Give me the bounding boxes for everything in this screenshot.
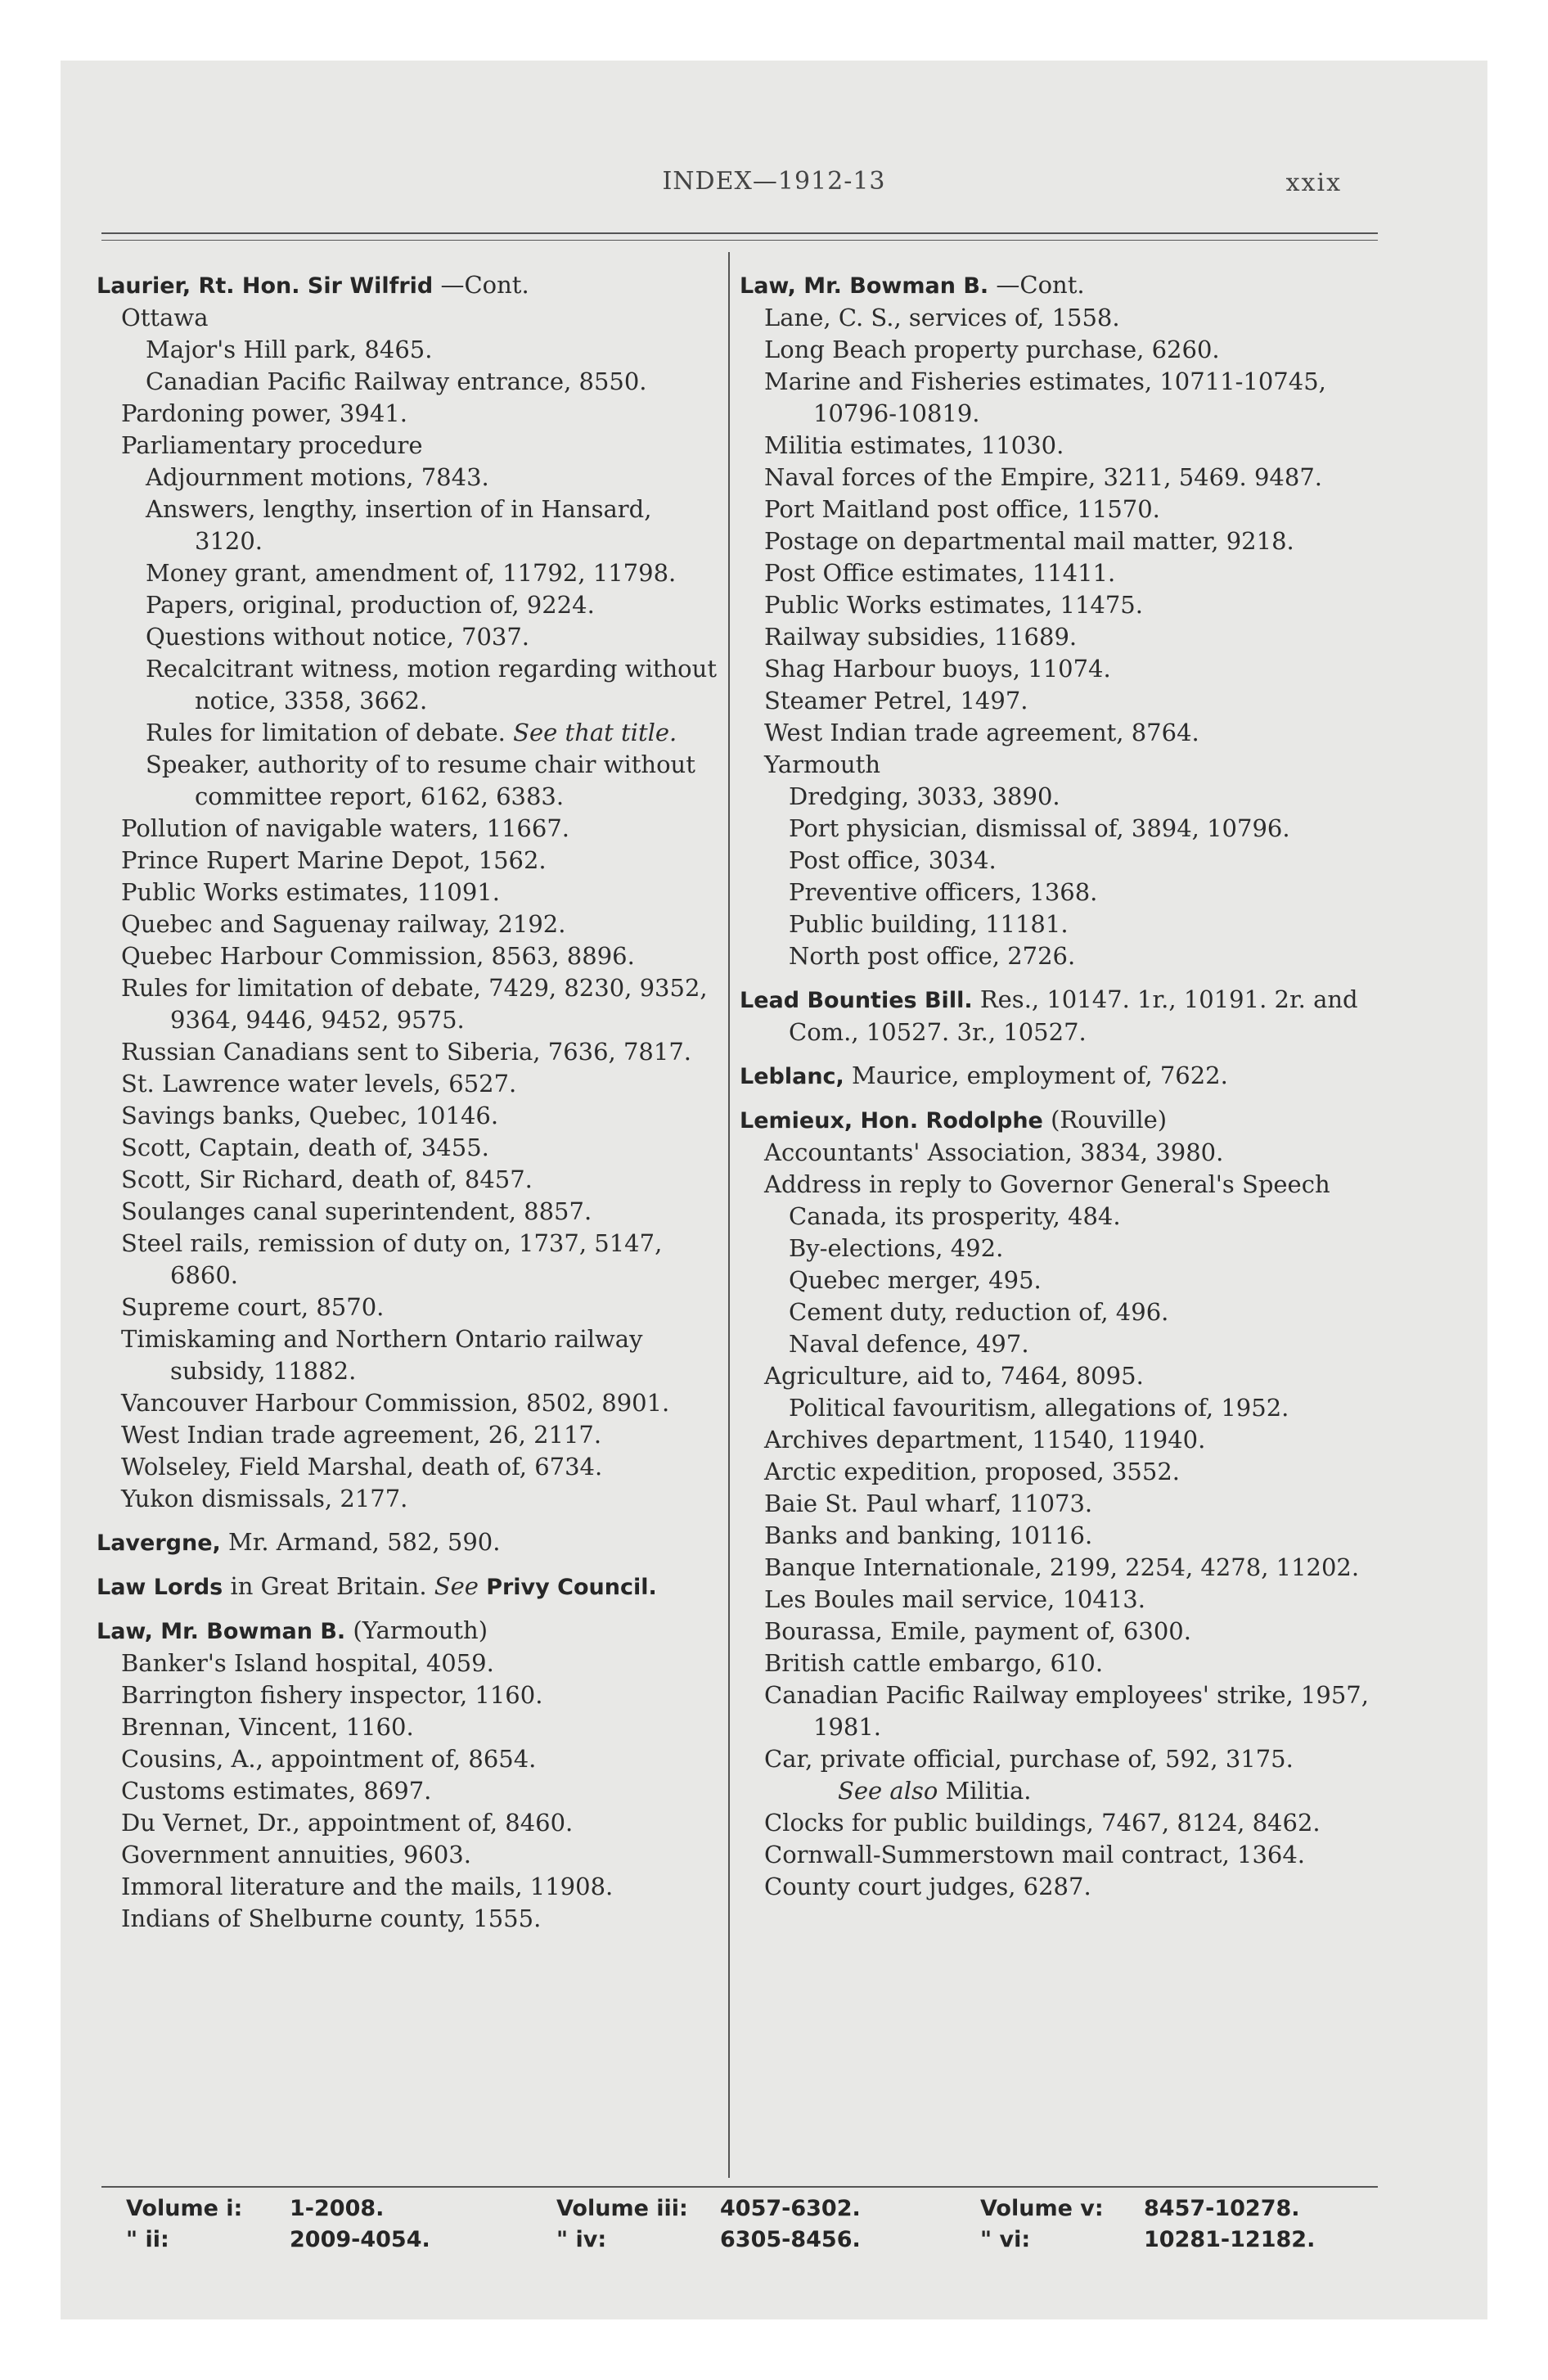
- entry-text: Barrington fishery inspector, 1160.: [121, 1681, 543, 1709]
- index-subentry: [740, 653, 1378, 685]
- entry-text: Port physician, dismissal of, 3894, 10796.: [789, 814, 1290, 842]
- entry-text: Parliamentary procedure: [121, 431, 423, 459]
- index-subentry: [740, 1807, 1378, 1839]
- entry-text: Quebec and Saguenay railway, 2192.: [121, 910, 566, 938]
- entry-text: Customs estimates, 8697.: [121, 1777, 432, 1805]
- index-subentry: [97, 877, 718, 908]
- index-subentry: [740, 366, 1378, 430]
- index-subentry: [97, 334, 718, 366]
- index-subentry: [740, 1520, 1378, 1552]
- entry-text: Cement duty, reduction of, 496.: [789, 1298, 1169, 1326]
- index-heading-entry: [97, 1615, 718, 1648]
- volume-label: Volume iii:: [556, 2196, 688, 2221]
- index-subentry: [97, 1068, 718, 1100]
- entry-text: Address in reply to Governor General's Speech: [764, 1170, 1330, 1198]
- entry-text: Major's Hill park, 8465.: [146, 336, 433, 363]
- index-subentry: [740, 302, 1378, 334]
- entry-text: Soulanges canal superintendent, 8857.: [121, 1197, 592, 1225]
- volume-range: 1-2008.: [290, 2196, 385, 2221]
- entry-text: Scott, Captain, death of, 3455.: [121, 1134, 489, 1161]
- entry-text: British cattle embargo, 610.: [764, 1649, 1104, 1677]
- entry-text: Prince Rupert Marine Depot, 1562.: [121, 846, 547, 874]
- entry-text: Rules for limitation of debate.: [146, 719, 506, 746]
- entry-text: Answers, lengthy, insertion of in Hansard, 3120.: [146, 495, 652, 555]
- entry-text: Dredging, 3033, 3890.: [789, 782, 1060, 810]
- entry-heading: Lead Bounties Bill.: [740, 988, 973, 1013]
- entry-heading: Law, Mr. Bowman B.: [740, 273, 989, 299]
- entry-text: Wolseley, Field Marshal, death of, 6734.: [121, 1453, 603, 1481]
- entry-text: Du Vernet, Dr., appointment of, 8460.: [121, 1809, 574, 1837]
- entry-text: Clocks for public buildings, 7467, 8124, 8462.: [764, 1809, 1321, 1837]
- entry-text: Immoral literature and the mails, 11908.: [121, 1873, 614, 1900]
- index-heading-entry: [740, 1104, 1378, 1137]
- index-subentry: [97, 1291, 718, 1323]
- index-subentry: [97, 462, 718, 494]
- page-number: xxix: [1285, 169, 1342, 197]
- entry-text: Banker's Island hospital, 4059.: [121, 1649, 494, 1677]
- entry-heading: Lemieux, Hon. Rodolphe: [740, 1108, 1043, 1134]
- index-subentry: [97, 430, 718, 462]
- index-heading-entry: [740, 984, 1378, 1048]
- volume-label: " ii:: [126, 2227, 169, 2252]
- entry-text: Money grant, amendment of, 11792, 11798.: [146, 559, 677, 587]
- index-subentry: [740, 557, 1378, 589]
- index-subentry: [740, 1456, 1378, 1488]
- index-subentry: [97, 1839, 718, 1871]
- index-subentry: [97, 621, 718, 653]
- entry-text: Supreme court, 8570.: [121, 1293, 385, 1321]
- index-subentry: [740, 1648, 1378, 1679]
- entry-text: Bourassa, Emile, payment of, 6300.: [764, 1617, 1191, 1645]
- entry-text: Government annuities, 9603.: [121, 1841, 471, 1868]
- entry-text: Canadian Pacific Railway entrance, 8550.: [146, 367, 647, 395]
- index-subentry: [97, 1711, 718, 1743]
- index-subentry: [97, 1775, 718, 1807]
- entry-text: Banque Internationale, 2199, 2254, 4278, 11202.: [764, 1553, 1360, 1581]
- entry-text: Recalcitrant witness, motion regarding without notice, 3358, 3662.: [146, 655, 717, 714]
- entry-text: North post office, 2726.: [789, 942, 1076, 970]
- index-subentry: [97, 1100, 718, 1132]
- index-subentry: [740, 1201, 1378, 1233]
- index-subentry: [97, 1164, 718, 1196]
- index-subentry: [97, 1743, 718, 1775]
- entry-text: Archives department, 11540, 11940.: [764, 1426, 1206, 1454]
- index-subentry: [740, 845, 1378, 877]
- index-subentry: [97, 1648, 718, 1679]
- index-subentry: [97, 1903, 718, 1935]
- index-subentry: [740, 1424, 1378, 1456]
- index-heading-entry: [740, 1060, 1378, 1093]
- header-rule: [101, 232, 1378, 234]
- entry-text: Res., 10147. 1r., 10191. 2r. and Com., 10527. 3r., 10527.: [789, 985, 1358, 1046]
- index-subentry: [740, 462, 1378, 494]
- index-subentry: [97, 1036, 718, 1068]
- entry-text: (Rouville): [1051, 1106, 1168, 1134]
- entry-text: Russian Canadians sent to Siberia, 7636, 7817.: [121, 1038, 692, 1066]
- column-divider: [728, 252, 730, 2178]
- see-also-reference: See also: [838, 1777, 938, 1805]
- volume-range: 10281-12182.: [1144, 2227, 1316, 2252]
- index-subentry: [740, 877, 1378, 908]
- entry-text: West Indian trade agreement, 8764.: [764, 719, 1199, 746]
- entry-text: Questions without notice, 7037.: [146, 623, 530, 651]
- index-subentry: [740, 525, 1378, 557]
- volume-range: 4057-6302.: [720, 2196, 861, 2221]
- entry-text: County court judges, 6287.: [764, 1873, 1091, 1900]
- entry-text: Canadian Pacific Railway employees' strike, 1957, 1981.: [764, 1681, 1369, 1741]
- index-subentry: [97, 398, 718, 430]
- entry-heading: Law, Mr. Bowman B.: [97, 1619, 346, 1644]
- entry-text: Mr. Armand, 582, 590.: [228, 1528, 501, 1556]
- referenced-heading: Privy Council.: [486, 1575, 657, 1600]
- entry-heading: Laurier, Rt. Hon. Sir Wilfrid: [97, 273, 434, 299]
- entry-text: Shag Harbour buoys, 11074.: [764, 655, 1111, 683]
- see-reference: See: [434, 1572, 479, 1600]
- index-subentry: [97, 557, 718, 589]
- entry-text: Papers, original, production of, 9224.: [146, 591, 595, 619]
- index-subentry: [740, 1679, 1378, 1743]
- index-subentry: [97, 813, 718, 845]
- entry-text: Public building, 11181.: [789, 910, 1069, 938]
- volume-label: " iv:: [556, 2227, 607, 2252]
- volume-label: Volume v:: [980, 2196, 1104, 2221]
- index-subentry: [740, 1137, 1378, 1169]
- entry-heading: Leblanc,: [740, 1064, 844, 1089]
- entry-text: Political favouritism, allegations of, 1952.: [789, 1394, 1289, 1422]
- entry-text: Preventive officers, 1368.: [789, 878, 1098, 906]
- entry-text: Yarmouth: [764, 751, 881, 778]
- entry-text: Banks and banking, 10116.: [764, 1521, 1093, 1549]
- header-rule-thin: [101, 240, 1378, 241]
- index-subentry: [740, 1775, 1378, 1807]
- entry-text: Lane, C. S., services of, 1558.: [764, 304, 1120, 331]
- entry-text: Maurice, employment of, 7622.: [852, 1062, 1228, 1089]
- index-subentry: [740, 1871, 1378, 1903]
- index-subentry: [740, 813, 1378, 845]
- entry-text: Militia estimates, 11030.: [764, 431, 1064, 459]
- entry-text: Yukon dismissals, 2177.: [121, 1485, 408, 1512]
- entry-text: Marine and Fisheries estimates, 10711-10745, 10796-10819.: [764, 367, 1326, 427]
- index-subentry: [97, 1196, 718, 1228]
- volume-label: " vi:: [980, 2227, 1031, 2252]
- index-subentry: [97, 302, 718, 334]
- entry-text: Naval forces of the Empire, 3211, 5469. 9487.: [764, 463, 1322, 491]
- index-subentry: [97, 845, 718, 877]
- entry-text: Quebec merger, 495.: [789, 1266, 1042, 1294]
- index-subentry: [97, 717, 718, 749]
- index-subentry: [740, 1169, 1378, 1201]
- index-page: [61, 61, 1487, 2319]
- see-reference: See that title.: [513, 719, 677, 746]
- entry-text: Timiskaming and Northern Ontario railway subsidy, 11882.: [121, 1325, 643, 1385]
- index-subentry: [740, 749, 1378, 781]
- index-subentry: [740, 494, 1378, 525]
- index-subentry: [740, 685, 1378, 717]
- entry-text: Adjournment motions, 7843.: [146, 463, 489, 491]
- entry-text: St. Lawrence water levels, 6527.: [121, 1070, 517, 1098]
- entry-text: Naval defence, 497.: [789, 1330, 1029, 1358]
- entry-text: Port Maitland post office, 11570.: [764, 495, 1160, 523]
- running-title: INDEX—1912-13: [662, 167, 886, 196]
- index-subentry: [740, 717, 1378, 749]
- entry-text: Long Beach property purchase, 6260.: [764, 336, 1220, 363]
- index-subentry: [740, 430, 1378, 462]
- entry-text: Indians of Shelburne county, 1555.: [121, 1904, 542, 1932]
- index-subentry: [97, 1679, 718, 1711]
- index-subentry: [740, 1360, 1378, 1392]
- index-subentry: [740, 1584, 1378, 1616]
- entry-text: Pardoning power, 3941.: [121, 399, 407, 427]
- entry-text: Agriculture, aid to, 7464, 8095.: [764, 1362, 1144, 1390]
- index-subentry: [97, 1132, 718, 1164]
- index-subentry: [740, 1743, 1378, 1775]
- index-subentry: [97, 749, 718, 813]
- index-heading-entry: [97, 269, 718, 302]
- entry-text: Postage on departmental mail matter, 9218.: [764, 527, 1294, 555]
- index-heading-entry: [740, 269, 1378, 302]
- index-heading-entry: [97, 1571, 718, 1603]
- index-subentry: [740, 1296, 1378, 1328]
- entry-text: (Yarmouth): [353, 1616, 488, 1644]
- index-subentry: [740, 1328, 1378, 1360]
- index-subentry: [97, 972, 718, 1036]
- index-subentry: [97, 1419, 718, 1451]
- entry-text: Quebec Harbour Commission, 8563, 8896.: [121, 942, 635, 970]
- entry-text: Post Office estimates, 11411.: [764, 559, 1116, 587]
- entry-text: Baie St. Paul wharf, 11073.: [764, 1490, 1093, 1517]
- index-subentry: [740, 781, 1378, 813]
- index-subentry: [740, 1233, 1378, 1264]
- volume-range: 2009-4054.: [290, 2227, 430, 2252]
- entry-text: in Great Britain.: [230, 1572, 427, 1600]
- index-subentry: [740, 1392, 1378, 1424]
- index-subentry: [740, 1616, 1378, 1648]
- entry-text: Steel rails, remission of duty on, 1737, 5147, 6860.: [121, 1229, 663, 1289]
- entry-text: Speaker, authority of to resume chair without committee report, 6162, 6383.: [146, 751, 695, 810]
- entry-text: Steamer Petrel, 1497.: [764, 687, 1028, 714]
- index-subentry: [97, 1871, 718, 1903]
- entry-text: Militia.: [945, 1777, 1032, 1805]
- volume-key-row: [126, 2193, 1402, 2224]
- entry-text: Scott, Sir Richard, death of, 8457.: [121, 1165, 533, 1193]
- volume-key-row: [126, 2224, 1402, 2256]
- index-subentry: [97, 1387, 718, 1419]
- index-subentry: [97, 494, 718, 557]
- entry-text: West Indian trade agreement, 26, 2117.: [121, 1421, 602, 1449]
- index-subentry: [740, 589, 1378, 621]
- entry-text: Public Works estimates, 11091.: [121, 878, 500, 906]
- volume-range: 8457-10278.: [1144, 2196, 1300, 2221]
- entry-heading: Law Lords: [97, 1575, 223, 1600]
- entry-text: Public Works estimates, 11475.: [764, 591, 1143, 619]
- entry-text: Rules for limitation of debate, 7429, 8230, 9352, 9364, 9446, 9452, 9575.: [121, 974, 708, 1034]
- entry-text: Post office, 3034.: [789, 846, 997, 874]
- index-subentry: [97, 1451, 718, 1483]
- entry-text: Les Boules mail service, 10413.: [764, 1585, 1145, 1613]
- entry-text: Accountants' Association, 3834, 3980.: [764, 1138, 1224, 1166]
- index-subentry: [97, 1323, 718, 1387]
- index-subentry: [740, 940, 1378, 972]
- entry-text: Brennan, Vincent, 1160.: [121, 1713, 414, 1741]
- entry-text: Savings banks, Quebec, 10146.: [121, 1102, 499, 1129]
- entry-text: Arctic expedition, proposed, 3552.: [764, 1458, 1180, 1485]
- volume-key: [126, 2193, 1402, 2256]
- index-subentry: [740, 1839, 1378, 1871]
- index-subentry: [97, 908, 718, 940]
- index-subentry: [97, 1228, 718, 1291]
- index-subentry: [740, 621, 1378, 653]
- entry-text: By-elections, 492.: [789, 1234, 1004, 1262]
- entry-text: Cousins, A., appointment of, 8654.: [121, 1745, 537, 1773]
- index-subentry: [740, 1488, 1378, 1520]
- index-subentry: [97, 366, 718, 398]
- index-subentry: [740, 1552, 1378, 1584]
- index-subentry: [740, 1264, 1378, 1296]
- entry-text: —Cont.: [996, 271, 1085, 299]
- entry-text: Cornwall-Summerstown mail contract, 1364.: [764, 1841, 1306, 1868]
- left-column: [97, 269, 718, 1935]
- index-subentry: [740, 908, 1378, 940]
- index-subentry: [740, 334, 1378, 366]
- index-subentry: [97, 589, 718, 621]
- index-subentry: [97, 1807, 718, 1839]
- entry-heading: Lavergne,: [97, 1530, 221, 1556]
- entry-text: Canada, its prosperity, 484.: [789, 1202, 1121, 1230]
- entry-text: Railway subsidies, 11689.: [764, 623, 1078, 651]
- right-column: [740, 269, 1378, 1903]
- index-heading-entry: [97, 1526, 718, 1559]
- entry-text: —Cont.: [440, 271, 529, 299]
- index-subentry: [97, 1483, 718, 1515]
- index-subentry: [97, 653, 718, 717]
- volume-range: 6305-8456.: [720, 2227, 861, 2252]
- entry-text: Ottawa: [121, 304, 209, 331]
- volume-label: Volume i:: [126, 2196, 243, 2221]
- footer-rule: [101, 2186, 1378, 2188]
- entry-text: Vancouver Harbour Commission, 8502, 8901.: [121, 1389, 670, 1417]
- index-subentry: [97, 940, 718, 972]
- entry-text: Car, private official, purchase of, 592, 3175.: [764, 1745, 1294, 1773]
- entry-text: Pollution of navigable waters, 11667.: [121, 814, 569, 842]
